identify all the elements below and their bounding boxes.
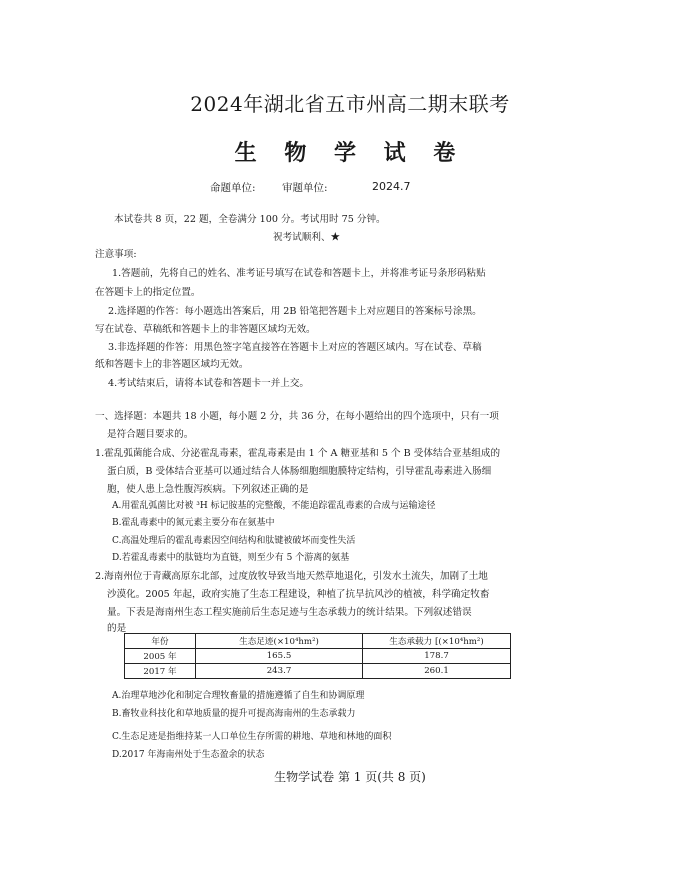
note-line: 写在试卷、草稿纸和答题卡上的非答题区域均无效。 [95,324,316,335]
table-header-row [125,634,511,649]
q1-option-c: C.高温处理后的霍乱毒素因空间结构和肽键被破坏而变性失活 [112,536,356,546]
exam-summary: 本试卷共 8 页，22 题，全卷满分 100 分。考试用时 75 分钟。 [114,214,386,225]
note-line: 1.答题前，先将自己的姓名、准考证号填写在试卷和答题卡上，并将准考证号条形码粘贴 [112,268,486,279]
q1-option-d: D.若霍乱毒素中的肽链均为直链，则至少有 5 个游离的氨基 [112,553,350,563]
table-header: 生态承载力 [(×10⁴hm²) [363,634,511,649]
question-stem: 沙漠化。2005 年起，政府实施了生态工程建设，种植了抗旱抗风沙的植被，科学确定牧畜 [107,589,490,600]
page-footer: 生物学试卷 第 1 页(共 8 页) [274,770,426,784]
q1-option-b: B.霍乱毒素中的氮元素主要分布在氨基中 [112,518,275,528]
exam-title: 2024年湖北省五市州高二期末联考 [190,92,510,116]
table-row [125,649,511,664]
good-luck-wish: 祝考试顺利、★ [273,232,341,243]
table-cell: 165.5 [196,649,363,664]
section-heading: 一、选择题：本题共 18 小题，每小题 2 分，共 36 分，在每小题给出的四个选项中，只有一项 [95,411,499,422]
table-cell: 260.1 [363,664,511,679]
note-line: 4.考试结束后，请将本试卷和答题卡一并上交。 [108,378,310,389]
question-stem: 的是 [107,623,127,634]
table-row [125,664,511,679]
table-cell: 2005 年 [125,649,196,664]
question-stem: 2.海南州位于青藏高原东北部，过度放牧导致当地天然草地退化，引发水土流失，加剧了土地 [95,571,488,582]
note-line: 2.选择题的作答：每小题选出答案后，用 2B 铅笔把答题卡上对应题目的答案标号涂黑。 [108,306,482,317]
proposer-label: 命题单位: [210,182,256,194]
reviewer-label: 审题单位: [282,182,328,194]
note-line: 3.非选择题的作答：用黑色签字笔直接答在答题卡上对应的答题区域内。写在试卷、草稿 [108,342,482,353]
subject-title: 生 物 学 试 卷 [234,140,466,166]
table-header: 生态足迹(×10⁴hm²) [196,634,363,649]
exam-date: 2024.7 [372,180,411,193]
note-line: 纸和答题卡上的非答题区域均无效。 [95,359,249,370]
table-cell: 243.7 [196,664,363,679]
table-cell: 178.7 [363,649,511,664]
section-heading-cont: 是符合题目要求的。 [107,429,194,440]
question-stem: 量。下表是海南州生态工程实施前后生态足迹与生态承载力的统计结果。下列叙述错误 [107,607,472,618]
notes-heading: 注意事项: [95,249,137,260]
q2-option-b: B.畜牧业科技化和草地质量的提升可提高海南州的生态承载力 [112,709,356,719]
table-header: 年份 [125,634,196,649]
table-cell: 2017 年 [125,664,196,679]
q2-option-a: A.治理草地沙化和制定合理牧畜量的措施遵循了自生和协调原理 [112,691,365,701]
question-stem: 1.霍乱弧菌能合成、分泌霍乱毒素，霍乱毒素是由 1 个 A 糖亚基和 5 个 B 受体结合亚基组成的 [95,448,501,459]
q1-option-a: A.用霍乱弧菌比对被 ³H 标记胺基的完整酸，不能追踪霍乱毒素的合成与运输途径 [112,501,436,511]
ecological-table [124,633,511,679]
q2-option-d: D.2017 年海南州处于生态盈余的状态 [112,750,265,760]
question-stem: 胞，使人患上急性腹泻疾病。下列叙述正确的是 [107,484,309,495]
note-line: 在答题卡上的指定位置。 [95,287,201,298]
q2-option-c: C.生态足迹是指维持某一人口单位生存所需的耕地、草地和林地的面积 [112,732,392,742]
question-stem: 蛋白质，B 受体结合亚基可以通过结合人体肠细胞细胞膜特定结构，引导霍乱毒素进入肠细 [107,466,492,477]
